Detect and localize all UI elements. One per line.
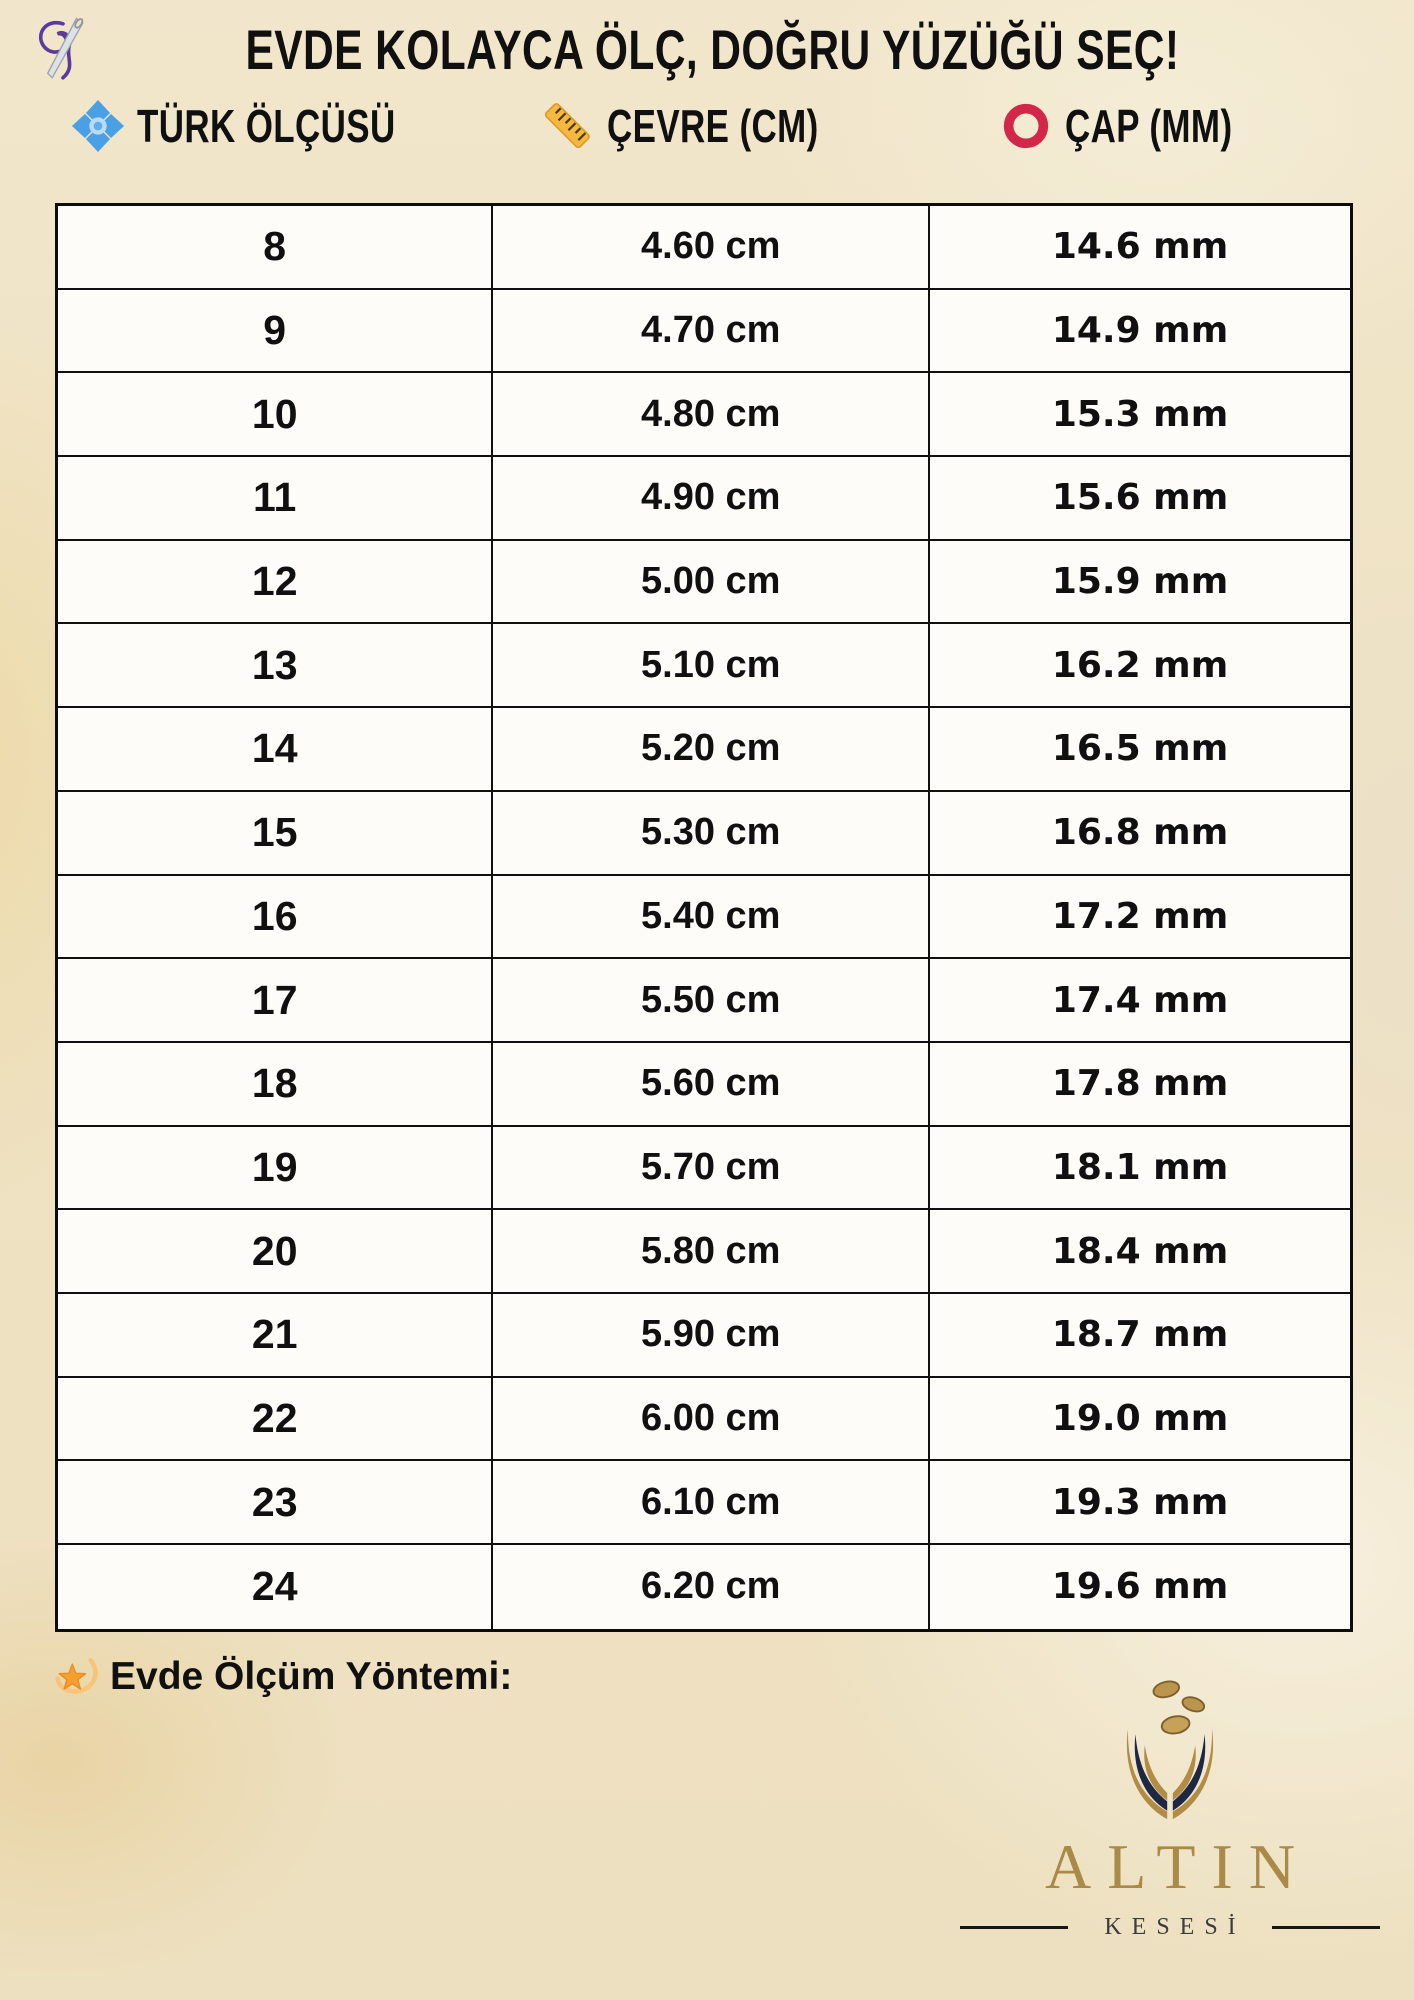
header-turk-olcusu [55,88,492,164]
size-cell: 16 [58,876,493,960]
header-label: TÜRK ÖLÇÜSÜ [136,100,396,152]
size-cell: 20 [58,1210,493,1294]
diameter-cell: 16.2 mm [930,624,1350,708]
diameter-cell: 19.0 mm [930,1378,1350,1462]
circumference-cell: 5.30 cm [493,792,930,876]
size-cell: 19 [58,1127,493,1211]
circumference-cell: 4.70 cm [493,290,930,374]
diameter-cell: 17.2 mm [930,876,1350,960]
diameter-cell: 18.4 mm [930,1210,1350,1294]
circumference-cell: 5.00 cm [493,541,930,625]
diameter-cell: 15.6 mm [930,457,1350,541]
ring-size-table [55,203,1353,1632]
size-cell: 24 [58,1545,493,1629]
method-heading-row [52,1648,832,1706]
circumference-cell: 5.90 cm [493,1294,930,1378]
header-label: ÇAP (MM) [1064,100,1233,152]
header-label: ÇEVRE (CM) [606,100,819,152]
logo-subname: KESESİ [1104,1914,1246,1940]
poster-title: EVDE KOLAYCA ÖLÇ, DOĞRU YÜZÜĞÜ SEÇ! [245,17,1179,81]
size-cell: 22 [58,1378,493,1462]
size-cell: 10 [58,373,493,457]
diameter-cell: 19.3 mm [930,1461,1350,1545]
size-cell: 21 [58,1294,493,1378]
size-cell: 11 [58,457,493,541]
size-cell: 17 [58,959,493,1043]
ruler-icon [539,98,595,154]
circumference-cell: 5.70 cm [493,1127,930,1211]
diameter-cell: 18.7 mm [930,1294,1350,1378]
circumference-cell: 5.60 cm [493,1043,930,1127]
size-cell: 18 [58,1043,493,1127]
circumference-cell: 5.20 cm [493,708,930,792]
circumference-cell: 5.10 cm [493,624,930,708]
poster-title-row [0,10,1388,88]
size-cell: 12 [58,541,493,625]
circumference-cell: 6.00 cm [493,1378,930,1462]
logo-rule-right [1272,1926,1380,1930]
size-cell: 8 [58,206,493,290]
needle-thread-icon [36,16,90,82]
diameter-cell: 14.6 mm [930,206,1350,290]
circumference-cell: 4.90 cm [493,457,930,541]
circumference-cell: 5.50 cm [493,959,930,1043]
logo-rule-left [960,1926,1068,1930]
diameter-cell: 19.6 mm [930,1545,1350,1629]
circumference-cell: 4.80 cm [493,373,930,457]
measuring-method-section [52,1648,832,1714]
circumference-cell: 5.80 cm [493,1210,930,1294]
logo-name: ALTIN [1044,1831,1312,1902]
header-cevre [492,88,931,164]
method-heading: Evde Ölçüm Yöntemi: [110,1655,513,1698]
diamond-icon [71,99,125,153]
diameter-cell: 16.5 mm [930,708,1350,792]
circumference-cell: 4.60 cm [493,206,930,290]
diameter-cell: 14.9 mm [930,290,1350,374]
size-cell: 14 [58,708,493,792]
header-cap [931,88,1353,164]
diameter-cell: 17.4 mm [930,959,1350,1043]
diameter-cell: 15.3 mm [930,373,1350,457]
dizzy-star-icon [52,1653,100,1701]
circumference-cell: 5.40 cm [493,876,930,960]
ring-icon [999,99,1053,153]
circumference-cell: 6.20 cm [493,1545,930,1629]
logo-subrow [960,1914,1379,1941]
coin-pouch-emblem [1114,1676,1226,1826]
size-cell: 23 [58,1461,493,1545]
circumference-cell: 6.10 cm [493,1461,930,1545]
size-cell: 9 [58,290,493,374]
size-cell: 13 [58,624,493,708]
table-header-row [55,88,1353,164]
diameter-cell: 16.8 mm [930,792,1350,876]
brand-logo [958,1676,1382,1941]
diameter-cell: 17.8 mm [930,1043,1350,1127]
size-cell: 15 [58,792,493,876]
diameter-cell: 18.1 mm [930,1127,1350,1211]
diameter-cell: 15.9 mm [930,541,1350,625]
